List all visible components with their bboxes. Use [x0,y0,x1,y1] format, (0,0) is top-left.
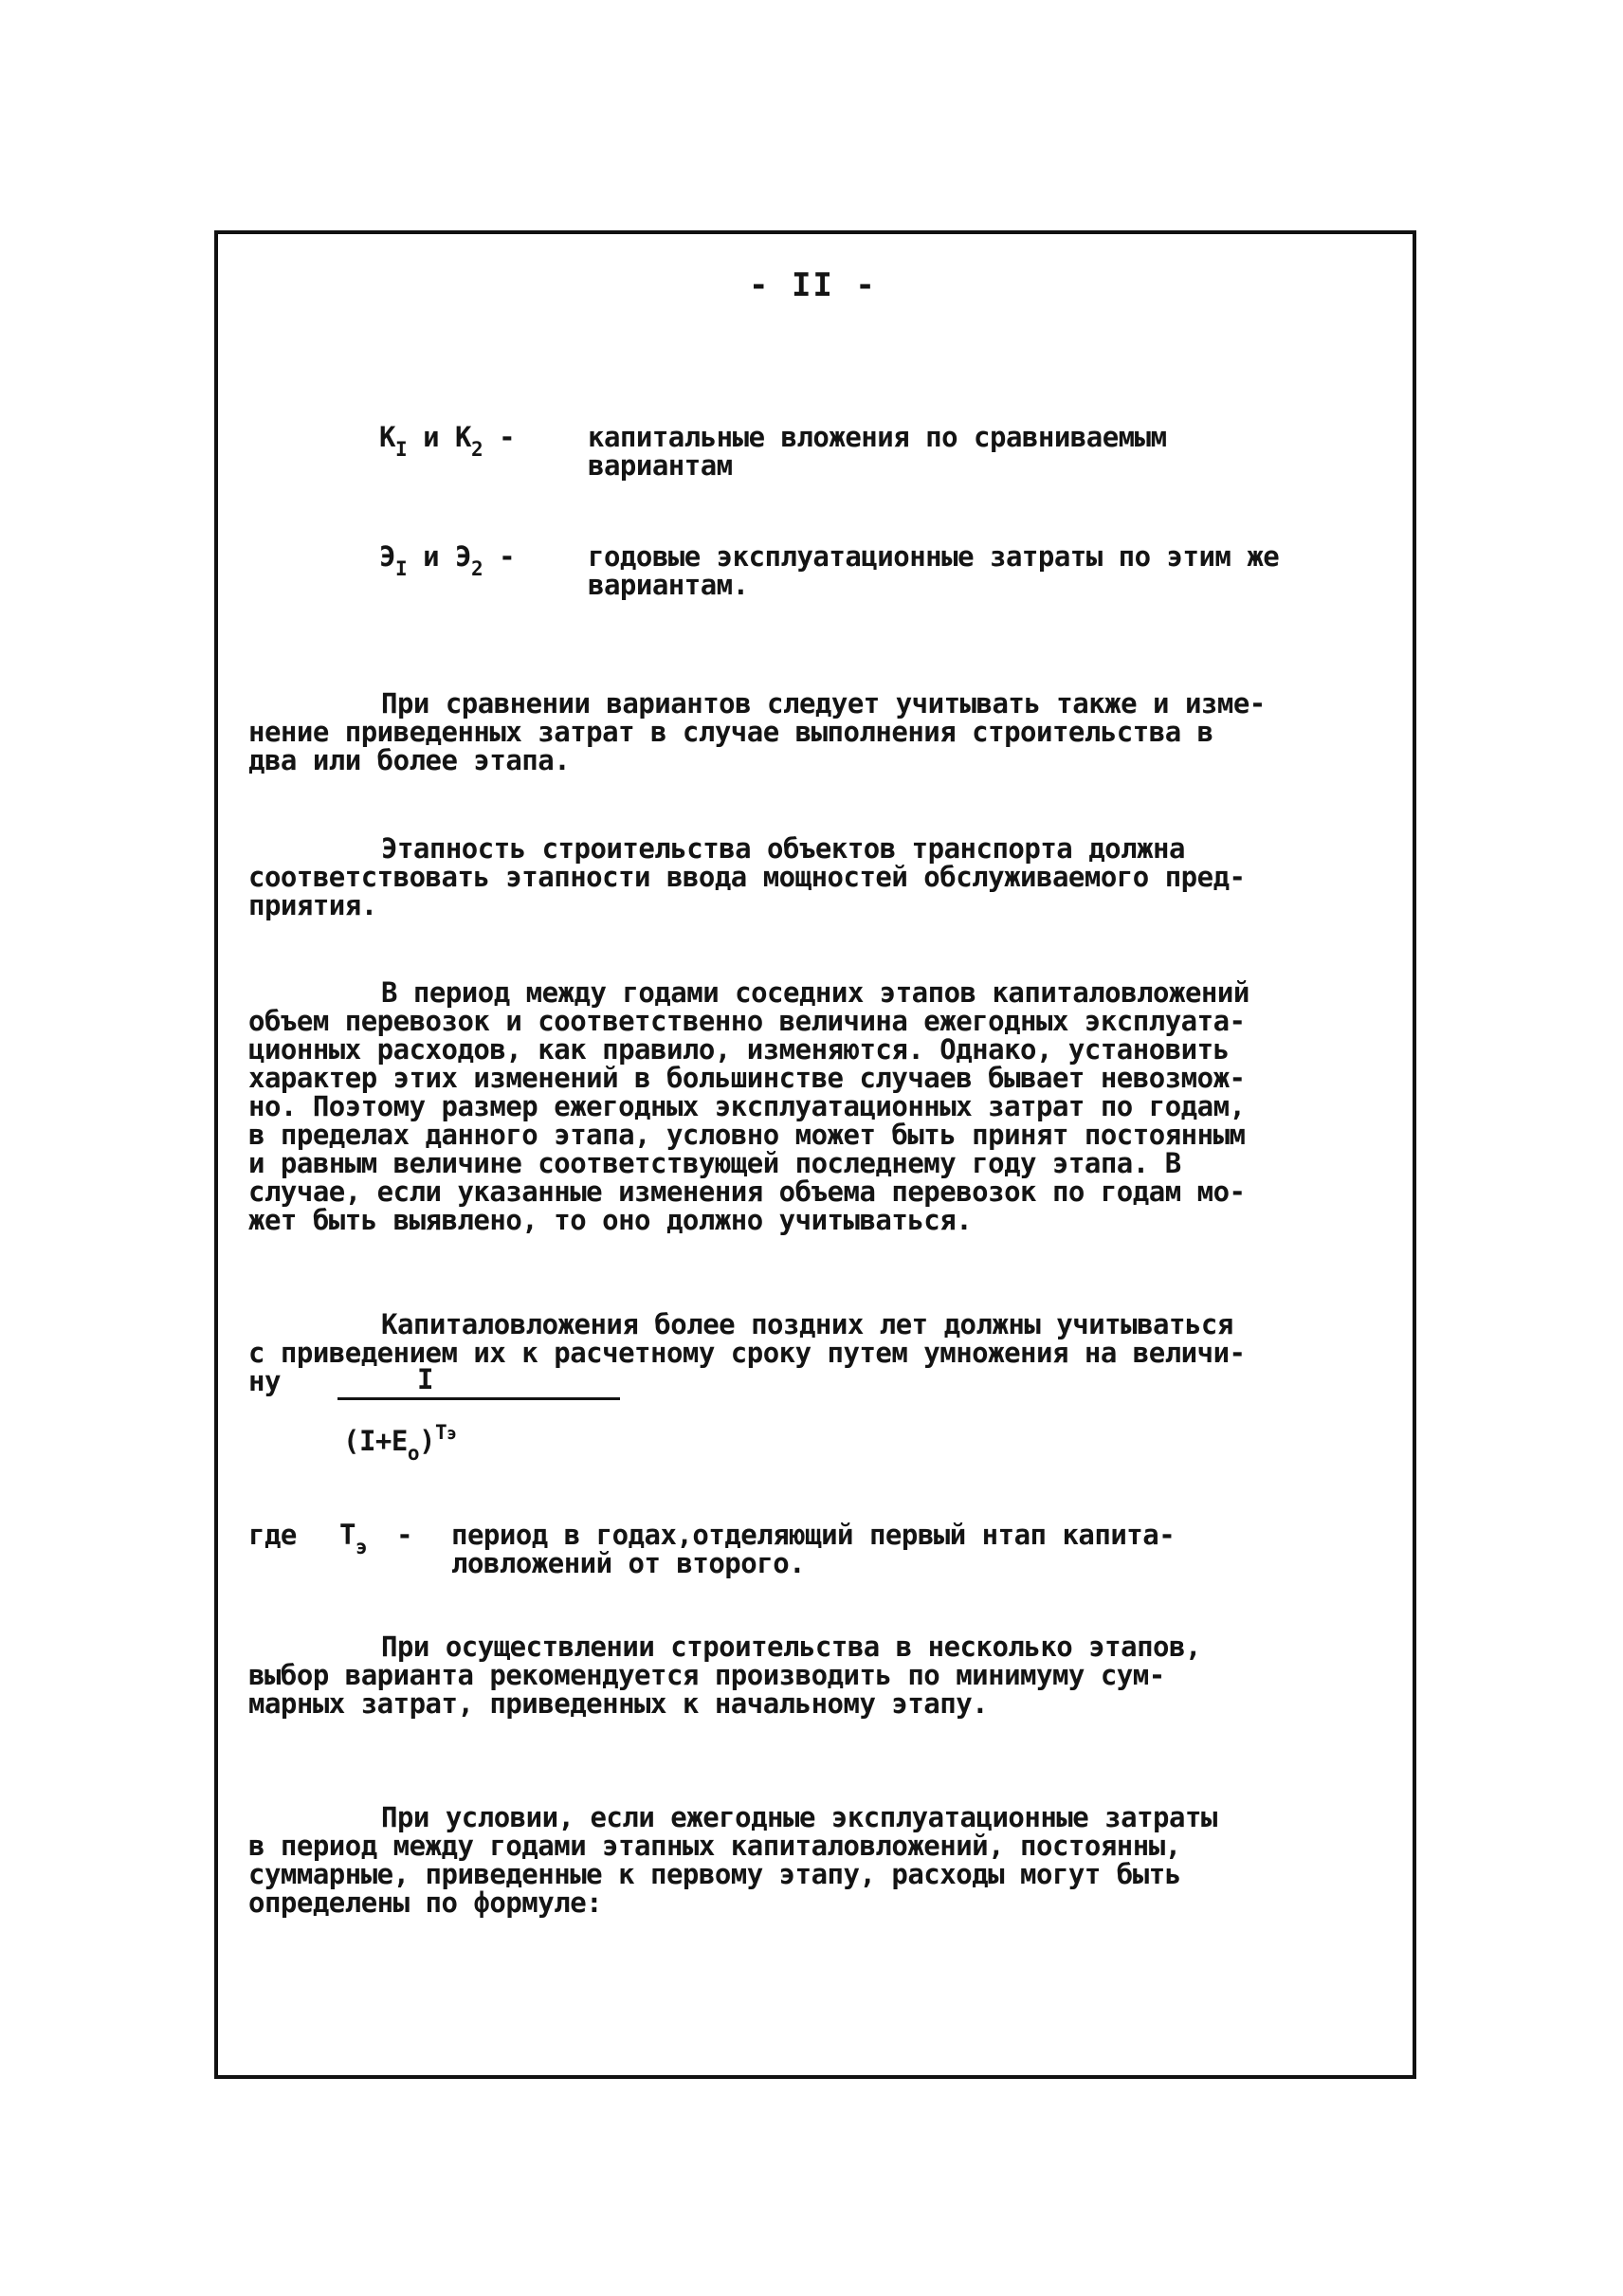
formula-fraction-bar [337,1397,620,1400]
where-text: период в годах,отделяющий первый нтап капита- ловложений от второго. [451,1519,1176,1579]
where-symbol: $Т_э$ - [339,1519,413,1558]
paragraph-multi-stage: При осуществлении строительства в несколько этапов, выбор варианта рекомендуется производить по минимуму сум- марных затрат, приведенных к начальному этапу. [248,1631,1201,1720]
definition-k-text: капитальные вложения по сравниваемым вариантам [588,421,1167,482]
paragraph-stages: При сравнении вариантов следует учитывать также и изме- нение приведенных затрат в случае выполнения строительства в два или более этапа. [248,687,1266,776]
definition-e-text: годовые эксплуатационные затраты по этим же вариантам. [588,540,1280,601]
where-label: где [248,1519,297,1551]
formula-numerator: I [417,1363,433,1395]
paragraph-capital-investments: Капиталовложения более поздних лет должны учитываться с приведением их к расчетному сроку путем умножения на величи- ну [248,1308,1246,1397]
paragraph-staging: Этапность строительства объектов транспорта должна соответствовать этапности ввода мощностей обслуживаемого пред- приятия. [248,832,1246,921]
page-number: - II - [749,266,877,304]
paragraph-operating-costs: В период между годами соседних этапов капиталовложений объем перевозок и соответственно величина ежегодных эксплуата- ционных расходов, как правило, изменяются. Однако, установить характер этих изменений в большинстве случаев бывает невозмож- но. Поэтому размер ежегодных эксплуатационных затрат по годам, в пределах данного этапа, условно может быть принят постоянным и равным величине соответствующей последнему году этапа. В случае, если указанные изменения объема перевозок по годам мо- жет быть выявлено, то оно должно учитываться. [248,976,1249,1236]
definition-e-symbols: $Э_I$ и $Э_2$ - [379,540,516,580]
paragraph-formula-intro: При условии, если ежегодные эксплуатационные затраты в период между годами этапных капиталовложений, постоянны, суммарные, приведенные к первому этапу, расходы могут быть определены по формуле: [248,1801,1217,1919]
definition-k-symbols: $К_I$ и $К_2$ - [379,421,516,461]
formula-denominator: $(I+E_о)^{Tэ}$ [343,1421,457,1465]
